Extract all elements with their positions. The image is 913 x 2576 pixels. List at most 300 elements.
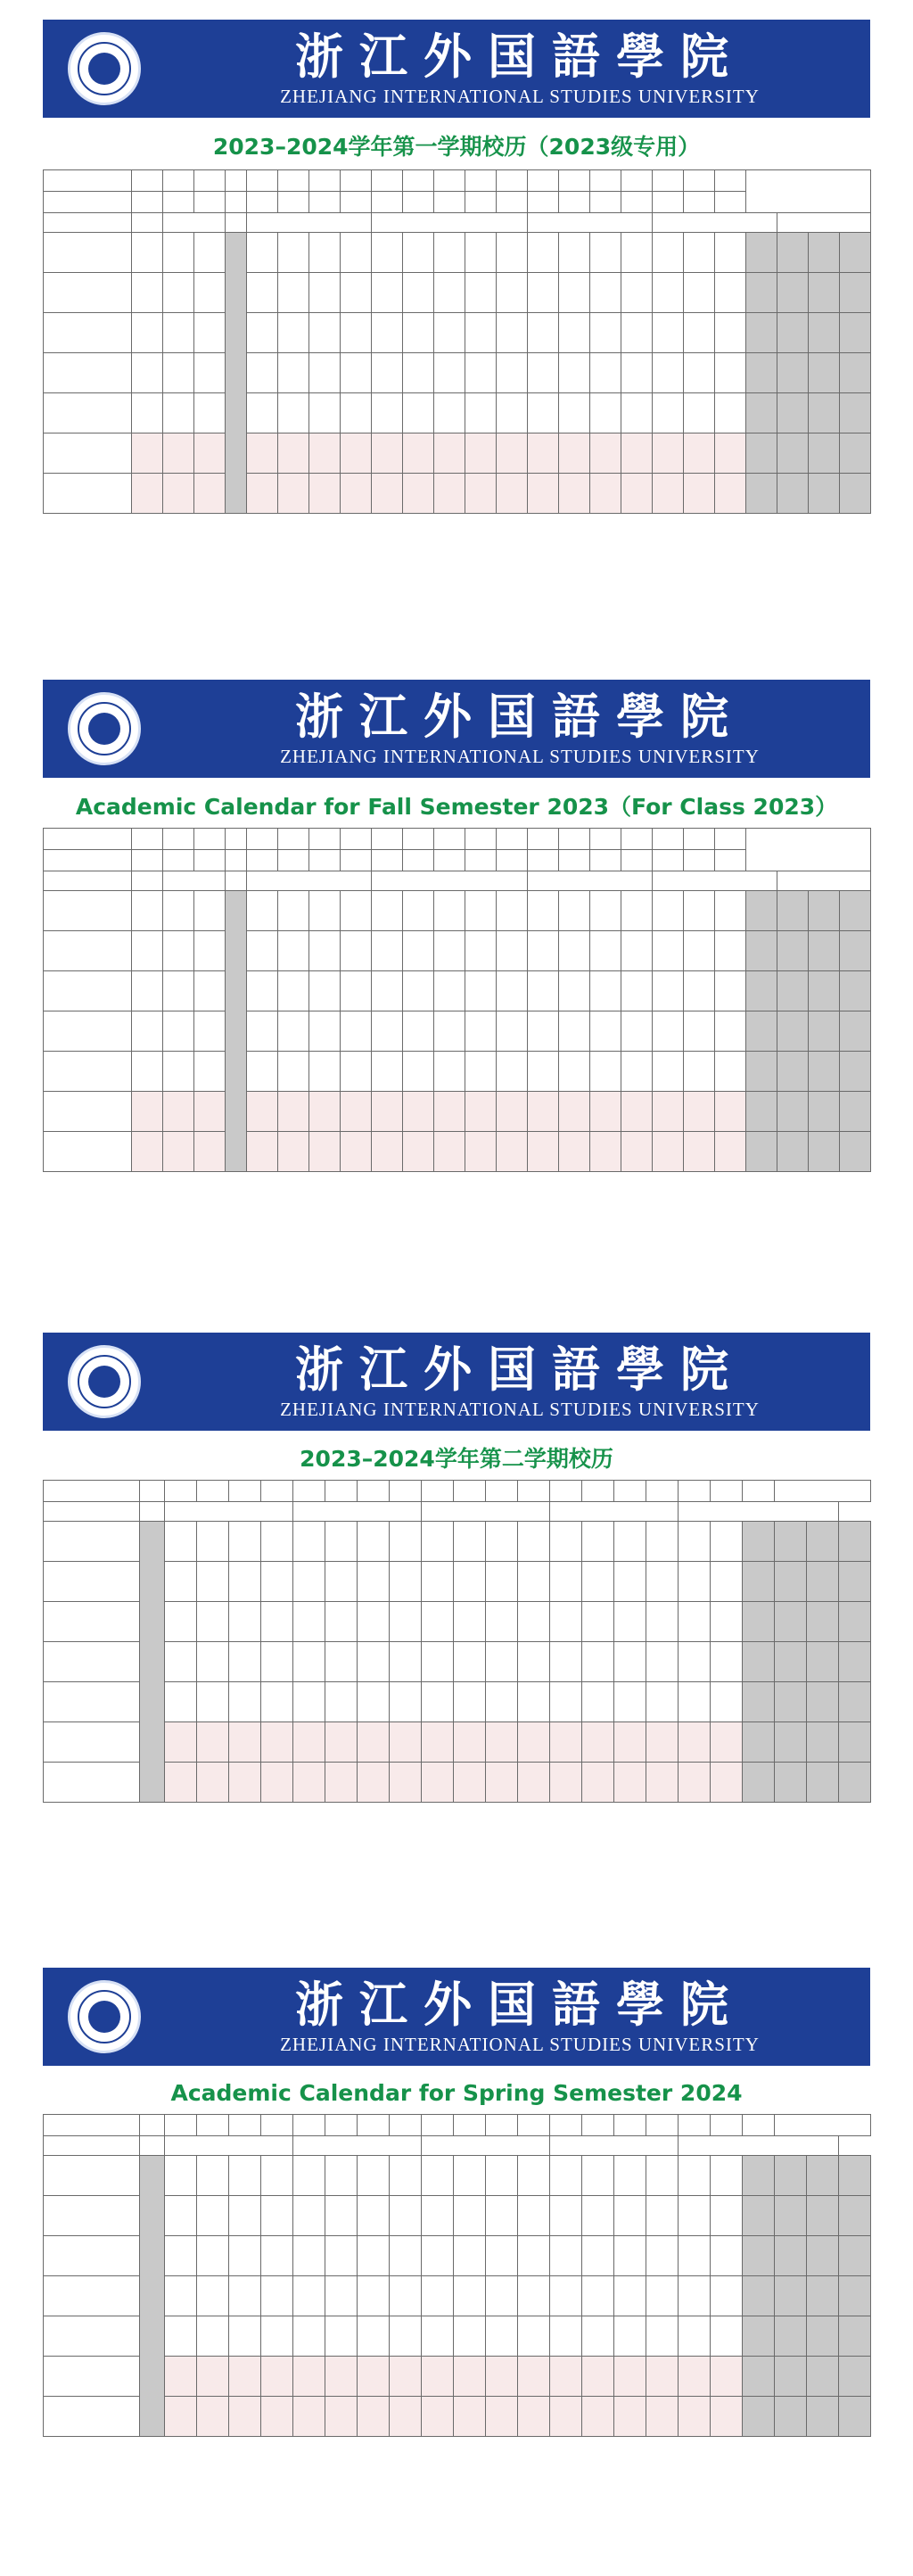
day-cell <box>840 971 871 1011</box>
day-cell <box>293 1562 325 1602</box>
week-number <box>497 829 528 850</box>
day-cell <box>646 1562 679 1602</box>
day-cell <box>454 1682 486 1722</box>
day-cell <box>743 1642 775 1682</box>
day-cell <box>497 1092 528 1132</box>
day-cell <box>679 1722 711 1763</box>
day-cell <box>621 971 653 1011</box>
day-cell <box>325 2276 358 2316</box>
day-cell <box>684 353 715 393</box>
day-cell <box>465 891 497 931</box>
day-cell <box>582 1682 614 1722</box>
day-cell <box>194 971 226 1011</box>
day-cell <box>807 2397 839 2437</box>
day-cell <box>390 2236 422 2276</box>
month-label <box>226 213 247 233</box>
day-cell <box>372 233 403 273</box>
day-cell <box>325 2357 358 2397</box>
day-cell <box>621 1052 653 1092</box>
week-number <box>341 192 372 213</box>
month-label <box>163 871 226 891</box>
day-cell <box>809 393 840 433</box>
week-number <box>309 170 341 192</box>
day-cell <box>775 2276 807 2316</box>
week-number <box>590 850 621 871</box>
day-cell <box>358 1642 390 1682</box>
day-cell <box>465 1092 497 1132</box>
day-cell <box>261 2316 293 2357</box>
day-cell <box>646 1722 679 1763</box>
day-cell <box>559 313 590 353</box>
week-number <box>278 829 309 850</box>
month-label <box>528 871 653 891</box>
day-cell <box>840 1092 871 1132</box>
day-cell <box>559 1052 590 1092</box>
row-label-new <box>44 850 132 871</box>
day-cell <box>775 2156 807 2196</box>
day-cell <box>518 2236 550 2276</box>
day-cell <box>497 891 528 931</box>
day-cell <box>197 2156 229 2196</box>
day-cell <box>163 1011 194 1052</box>
day-cell <box>711 1763 743 1803</box>
day-cell <box>403 273 434 313</box>
day-cell <box>194 891 226 931</box>
day-cell <box>278 931 309 971</box>
day-cell <box>621 1092 653 1132</box>
month-label <box>293 1502 422 1522</box>
weekday-label <box>44 931 132 971</box>
day-cell <box>247 233 278 273</box>
day-cell <box>582 1763 614 1803</box>
weekday-label <box>44 971 132 1011</box>
day-cell <box>486 1602 518 1642</box>
day-cell <box>550 1722 582 1763</box>
day-cell <box>528 393 559 433</box>
day-cell <box>715 1052 746 1092</box>
day-cell <box>390 2397 422 2437</box>
day-cell <box>293 2397 325 2437</box>
day-cell <box>679 1522 711 1562</box>
day-cell <box>372 433 403 474</box>
day-cell <box>465 393 497 433</box>
month-label <box>422 1502 550 1522</box>
day-cell <box>454 2156 486 2196</box>
day-cell <box>518 1562 550 1602</box>
day-cell <box>839 1722 871 1763</box>
day-cell <box>653 273 684 313</box>
day-cell <box>434 971 465 1011</box>
week-number <box>465 170 497 192</box>
day-cell <box>777 273 809 313</box>
weekday-label <box>44 2316 140 2357</box>
week-number <box>711 2115 743 2136</box>
day-cell <box>839 1562 871 1602</box>
day-cell <box>518 2276 550 2316</box>
day-cell <box>309 1011 341 1052</box>
day-cell <box>528 931 559 971</box>
calendar-table <box>43 169 871 514</box>
week-number <box>528 170 559 192</box>
day-cell <box>261 2276 293 2316</box>
month-label <box>679 2136 839 2156</box>
day-cell <box>229 2236 261 2276</box>
day-cell <box>621 433 653 474</box>
day-cell <box>646 2316 679 2357</box>
day-cell <box>746 433 777 474</box>
weekday-label <box>44 1763 140 1803</box>
day-cell <box>684 1011 715 1052</box>
week-number <box>528 192 559 213</box>
day-cell <box>165 1682 197 1722</box>
day-cell <box>590 233 621 273</box>
day-cell <box>839 2236 871 2276</box>
day-cell <box>309 313 341 353</box>
week-number <box>325 1481 358 1502</box>
day-cell <box>293 2196 325 2236</box>
day-cell <box>358 2276 390 2316</box>
day-cell <box>197 1682 229 1722</box>
day-cell <box>809 1011 840 1052</box>
day-cell <box>590 353 621 393</box>
day-cell <box>165 1763 197 1803</box>
day-cell <box>309 891 341 931</box>
day-cell <box>197 1642 229 1682</box>
day-cell <box>614 2316 646 2357</box>
month-gap <box>140 2136 165 2156</box>
day-cell <box>197 2316 229 2357</box>
day-cell <box>197 1722 229 1763</box>
week-number <box>486 1481 518 1502</box>
day-cell <box>372 273 403 313</box>
week-number <box>518 1481 550 1502</box>
day-cell <box>309 971 341 1011</box>
day-cell <box>454 2236 486 2276</box>
week-number <box>229 2115 261 2136</box>
day-cell <box>341 273 372 313</box>
week-number <box>229 1481 261 1502</box>
day-cell <box>197 2236 229 2276</box>
week-number <box>621 170 653 192</box>
day-cell <box>653 931 684 971</box>
day-cell <box>679 2397 711 2437</box>
day-cell <box>390 2316 422 2357</box>
week-number <box>278 192 309 213</box>
banner-cn-name: 浙江外国語學院 <box>295 28 744 85</box>
week-number <box>372 192 403 213</box>
day-cell <box>679 2316 711 2357</box>
day-cell <box>261 1682 293 1722</box>
weekday-label <box>44 313 132 353</box>
day-cell <box>711 1682 743 1722</box>
day-cell <box>550 2156 582 2196</box>
week-number <box>261 1481 293 1502</box>
month-label <box>550 2136 679 2156</box>
day-cell <box>261 1562 293 1602</box>
week-number <box>528 829 559 850</box>
day-cell <box>278 433 309 474</box>
week-number <box>550 1481 582 1502</box>
row-label-current <box>44 170 132 192</box>
day-cell <box>497 393 528 433</box>
day-cell <box>422 1682 454 1722</box>
weekday-label <box>44 1602 140 1642</box>
week-number <box>325 2115 358 2136</box>
day-cell <box>247 1052 278 1092</box>
day-cell <box>679 1602 711 1642</box>
day-cell <box>403 931 434 971</box>
day-cell <box>293 2276 325 2316</box>
weekday-label <box>44 433 132 474</box>
day-cell <box>165 2196 197 2236</box>
day-cell <box>715 313 746 353</box>
day-cell <box>278 1011 309 1052</box>
day-cell <box>840 313 871 353</box>
weekday-label <box>44 1722 140 1763</box>
day-cell <box>518 1522 550 1562</box>
day-cell <box>809 353 840 393</box>
day-cell <box>390 1722 422 1763</box>
calendar-title: 2023–2024学年第二学期校历 <box>300 1446 613 1472</box>
day-cell <box>390 1602 422 1642</box>
day-cell <box>486 1682 518 1722</box>
week-number <box>293 2115 325 2136</box>
day-cell <box>341 1011 372 1052</box>
day-cell <box>559 1092 590 1132</box>
day-cell <box>809 273 840 313</box>
day-cell <box>550 2196 582 2236</box>
day-cell <box>528 1092 559 1132</box>
day-cell <box>465 971 497 1011</box>
winter-vacation-label <box>140 2156 165 2437</box>
week-number <box>422 1481 454 1502</box>
day-cell <box>840 353 871 393</box>
day-cell <box>278 273 309 313</box>
day-cell <box>807 1562 839 1602</box>
row-label-current <box>44 829 132 850</box>
weekday-label <box>44 1682 140 1722</box>
week-number <box>614 2115 646 2136</box>
day-cell <box>247 1092 278 1132</box>
day-cell <box>653 433 684 474</box>
month-label <box>550 1502 679 1522</box>
day-cell <box>653 971 684 1011</box>
day-cell <box>839 1763 871 1803</box>
month-label <box>528 213 653 233</box>
day-cell <box>194 273 226 313</box>
day-cell <box>229 1642 261 1682</box>
day-cell <box>746 273 777 313</box>
day-cell <box>403 353 434 393</box>
day-cell <box>486 2196 518 2236</box>
row-label-new <box>44 192 132 213</box>
day-cell <box>550 1562 582 1602</box>
day-cell <box>590 1052 621 1092</box>
week-number <box>309 829 341 850</box>
day-cell <box>341 393 372 433</box>
day-cell <box>293 2316 325 2357</box>
day-cell <box>746 1092 777 1132</box>
calendar-table <box>43 2114 871 2437</box>
weekday-label <box>44 1522 140 1562</box>
month-label <box>777 213 871 233</box>
day-cell <box>434 1052 465 1092</box>
week-number <box>465 850 497 871</box>
university-seal-icon <box>68 692 141 765</box>
day-cell <box>325 2397 358 2437</box>
day-cell <box>358 1562 390 1602</box>
week-number <box>403 829 434 850</box>
day-cell <box>807 2357 839 2397</box>
day-cell <box>711 2156 743 2196</box>
day-cell <box>309 233 341 273</box>
day-cell <box>403 313 434 353</box>
day-cell <box>434 393 465 433</box>
day-cell <box>646 2196 679 2236</box>
day-cell <box>590 313 621 353</box>
day-cell <box>390 1642 422 1682</box>
day-cell <box>679 1763 711 1803</box>
day-cell <box>614 1602 646 1642</box>
day-cell <box>434 233 465 273</box>
day-cell <box>465 313 497 353</box>
day-cell <box>132 433 163 474</box>
day-cell <box>197 1602 229 1642</box>
day-cell <box>261 2196 293 2236</box>
day-cell <box>358 1602 390 1642</box>
day-cell <box>550 1763 582 1803</box>
day-cell <box>325 1522 358 1562</box>
month-corner <box>44 213 132 233</box>
day-cell <box>621 273 653 313</box>
day-cell <box>679 1682 711 1722</box>
week-number <box>497 192 528 213</box>
section-fall-en <box>0 656 913 1299</box>
day-cell <box>422 2357 454 2397</box>
week-number <box>403 170 434 192</box>
week-number <box>518 2115 550 2136</box>
day-cell <box>422 2156 454 2196</box>
day-cell <box>550 2276 582 2316</box>
day-cell <box>309 353 341 393</box>
banner-cn-name: 浙江外国語學院 <box>295 688 744 745</box>
month-label <box>679 1502 839 1522</box>
week-corner <box>44 1481 140 1502</box>
day-cell <box>465 931 497 971</box>
day-cell <box>775 2196 807 2236</box>
week-number <box>679 1481 711 1502</box>
day-cell <box>559 393 590 433</box>
day-cell <box>454 2316 486 2357</box>
day-cell <box>434 433 465 474</box>
week-number <box>226 170 247 192</box>
week-number <box>653 829 684 850</box>
day-cell <box>743 2316 775 2357</box>
day-cell <box>646 1642 679 1682</box>
week-number <box>163 170 194 192</box>
week-number <box>621 850 653 871</box>
day-cell <box>165 2397 197 2437</box>
month-label <box>777 871 871 891</box>
day-cell <box>372 353 403 393</box>
day-cell <box>229 2156 261 2196</box>
day-cell <box>163 313 194 353</box>
day-cell <box>229 1602 261 1642</box>
month-label <box>247 871 372 891</box>
weekday-label <box>44 1052 132 1092</box>
weekday-label <box>44 891 132 931</box>
week-number <box>582 1481 614 1502</box>
week-number <box>590 829 621 850</box>
day-cell <box>497 971 528 1011</box>
day-cell <box>372 971 403 1011</box>
day-cell <box>132 233 163 273</box>
day-cell <box>684 891 715 931</box>
day-cell <box>247 971 278 1011</box>
section-spring-cn <box>0 1309 913 1934</box>
weekday-label <box>44 2357 140 2397</box>
day-cell <box>486 1722 518 1763</box>
week-number <box>497 850 528 871</box>
day-cell <box>518 2196 550 2236</box>
day-cell <box>163 1052 194 1092</box>
day-cell <box>390 2357 422 2397</box>
day-cell <box>746 1011 777 1052</box>
day-cell <box>646 1682 679 1722</box>
day-cell <box>486 1763 518 1803</box>
day-cell <box>261 2236 293 2276</box>
day-cell <box>746 931 777 971</box>
week-number <box>582 2115 614 2136</box>
university-seal-icon <box>68 1345 141 1418</box>
week-number <box>465 192 497 213</box>
day-cell <box>165 1522 197 1562</box>
day-cell <box>711 2397 743 2437</box>
week-number <box>559 829 590 850</box>
weekday-label <box>44 393 132 433</box>
month-corner <box>44 1502 140 1522</box>
day-cell <box>743 1602 775 1642</box>
day-cell <box>746 313 777 353</box>
day-cell <box>194 433 226 474</box>
day-cell <box>590 891 621 931</box>
day-cell <box>775 1763 807 1803</box>
week-number <box>434 829 465 850</box>
day-cell <box>809 1092 840 1132</box>
day-cell <box>403 1092 434 1132</box>
day-cell <box>247 353 278 393</box>
day-cell <box>293 1642 325 1682</box>
day-cell <box>247 313 278 353</box>
day-cell <box>341 1092 372 1132</box>
day-cell <box>434 1092 465 1132</box>
calendar-notes <box>50 1161 863 1295</box>
day-cell <box>261 1602 293 1642</box>
day-cell <box>358 1763 390 1803</box>
day-cell <box>372 931 403 971</box>
week-number <box>684 829 715 850</box>
day-cell <box>278 1092 309 1132</box>
week-number <box>278 170 309 192</box>
day-cell <box>590 1092 621 1132</box>
month-label <box>653 871 777 891</box>
week-number <box>293 1481 325 1502</box>
day-cell <box>775 2357 807 2397</box>
day-cell <box>807 2276 839 2316</box>
section-spring-en <box>0 1944 913 2576</box>
day-cell <box>679 1562 711 1602</box>
day-cell <box>278 353 309 393</box>
